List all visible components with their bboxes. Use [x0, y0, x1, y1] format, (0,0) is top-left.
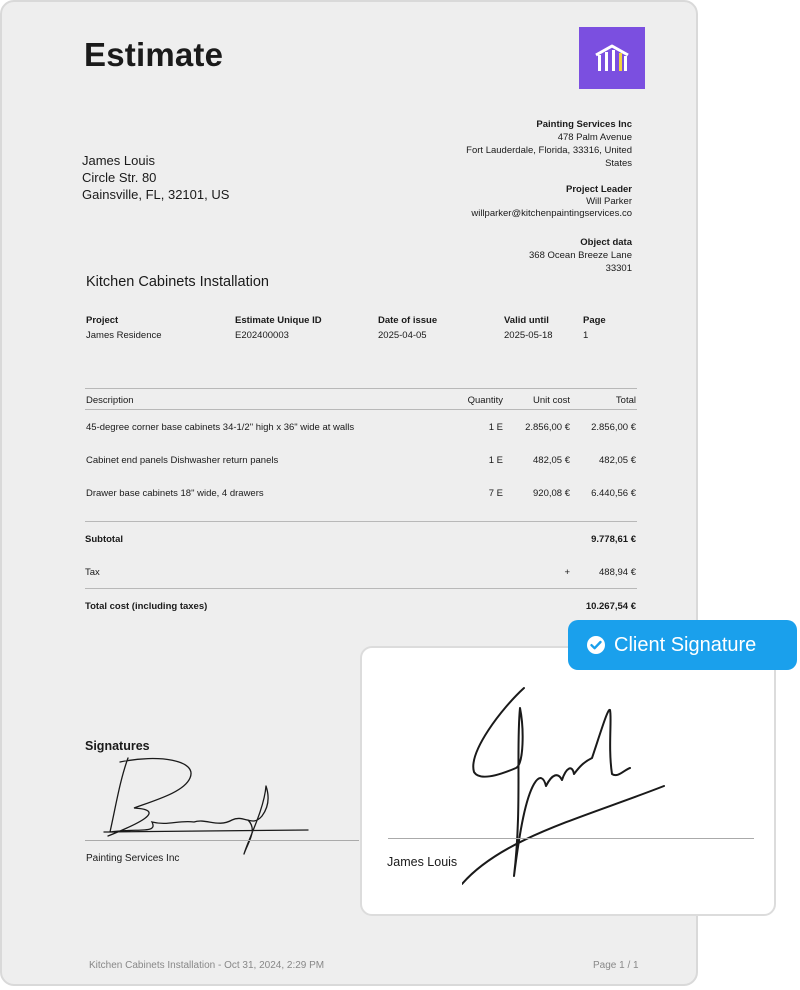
row-unit-cost: 2.856,00 € — [525, 422, 570, 433]
total-divider — [85, 588, 637, 589]
company-signature-scribble — [98, 750, 318, 862]
company-signature-line — [85, 840, 359, 841]
tax-label: Tax — [85, 567, 100, 578]
subtotal-label: Subtotal — [85, 534, 123, 545]
subtotal-row — [85, 534, 637, 545]
estimate-title: Kitchen Cabinets Installation — [86, 274, 269, 290]
meta-label: Page — [583, 315, 606, 326]
company-name: Painting Services Inc — [536, 119, 632, 130]
meta-value: E202400003 — [235, 330, 289, 341]
meta-label: Valid until — [504, 315, 549, 326]
header-quantity: Quantity — [467, 395, 503, 406]
meta-label: Date of issue — [378, 315, 438, 326]
footer-page-number: Page 1 / 1 — [593, 960, 639, 971]
object-data-line: 368 Ocean Breeze Lane — [529, 250, 632, 261]
meta-value: 1 — [583, 330, 589, 341]
client-signature-line — [388, 838, 754, 839]
tax-sign: + — [564, 567, 570, 578]
company-address — [402, 118, 632, 170]
total-value: 10.267,54 € — [585, 601, 636, 612]
meta-label: Project — [86, 315, 119, 326]
company-address-line: 478 Palm Avenue — [557, 132, 632, 143]
row-total: 6.440,56 € — [591, 488, 636, 499]
object-data-line: 33301 — [605, 263, 632, 274]
row-total: 2.856,00 € — [591, 422, 636, 433]
row-unit-cost: 482,05 € — [533, 455, 570, 466]
client-signature-card — [360, 646, 776, 916]
total-label: Total cost (including taxes) — [85, 601, 208, 612]
table-header — [85, 388, 637, 410]
subtotal-value: 9.778,61 € — [591, 534, 636, 545]
meta-estimate-id — [235, 313, 322, 343]
house-logo-icon — [593, 43, 631, 73]
page-title: Estimate — [84, 36, 224, 73]
header-unit-cost: Unit cost — [533, 395, 570, 406]
footer-document-info: Kitchen Cabinets Installation - Oct 31, 2024, 2:29 PM — [89, 960, 325, 971]
line-items-table — [85, 388, 637, 509]
client-address — [82, 152, 229, 203]
row-description: Cabinet end panels Dishwasher return panels — [86, 455, 279, 466]
company-address-line: Fort Lauderdale, Florida, 33316, United — [466, 145, 632, 156]
row-quantity: 1 E — [488, 455, 503, 466]
tax-value: 488,94 € — [599, 567, 636, 578]
meta-project — [86, 313, 162, 343]
meta-page — [583, 313, 606, 343]
client-signer-name: James Louis — [387, 855, 458, 869]
signatures-heading: Signatures — [85, 739, 150, 753]
meta-value: James Residence — [86, 330, 162, 341]
object-data-label: Object data — [580, 237, 632, 248]
project-leader-email: willparker@kitchenpaintingservices.co — [471, 208, 632, 219]
client-signature-badge-label: Client Signature — [614, 633, 757, 656]
summary-divider — [85, 521, 637, 522]
row-total: 482,05 € — [599, 455, 636, 466]
row-quantity: 7 E — [488, 488, 503, 499]
table-row — [85, 443, 637, 476]
project-leader-name: Will Parker — [586, 196, 632, 207]
table-row — [85, 410, 637, 443]
tax-row — [85, 567, 637, 578]
company-signer-name: Painting Services Inc — [86, 853, 180, 864]
client-street: Circle Str. 80 — [82, 170, 157, 185]
meta-value: 2025-05-18 — [504, 330, 553, 341]
row-unit-cost: 920,08 € — [533, 488, 570, 499]
header-description: Description — [86, 395, 134, 406]
client-name: James Louis — [82, 153, 155, 168]
company-logo — [579, 27, 645, 89]
total-row — [85, 601, 637, 612]
check-circle-icon — [586, 635, 606, 655]
row-description: Drawer base cabinets 18" wide, 4 drawers — [86, 488, 264, 499]
header-total: Total — [615, 395, 636, 406]
project-leader-label: Project Leader — [566, 184, 632, 195]
object-data — [402, 236, 632, 275]
row-quantity: 1 E — [488, 422, 503, 433]
client-city: Gainsville, FL, 32101, US — [82, 187, 230, 202]
client-signature-badge[interactable] — [568, 620, 797, 670]
meta-value: 2025-04-05 — [378, 330, 427, 341]
row-description: 45-degree corner base cabinets 34-1/2" high x 36" wide at walls — [86, 422, 355, 433]
client-signature-scribble — [462, 678, 682, 888]
meta-label: Estimate Unique ID — [235, 315, 322, 326]
table-row — [85, 476, 637, 509]
project-leader — [402, 184, 632, 220]
company-address-line: States — [605, 158, 632, 169]
meta-date-of-issue — [378, 313, 437, 343]
meta-valid-until — [504, 313, 553, 343]
